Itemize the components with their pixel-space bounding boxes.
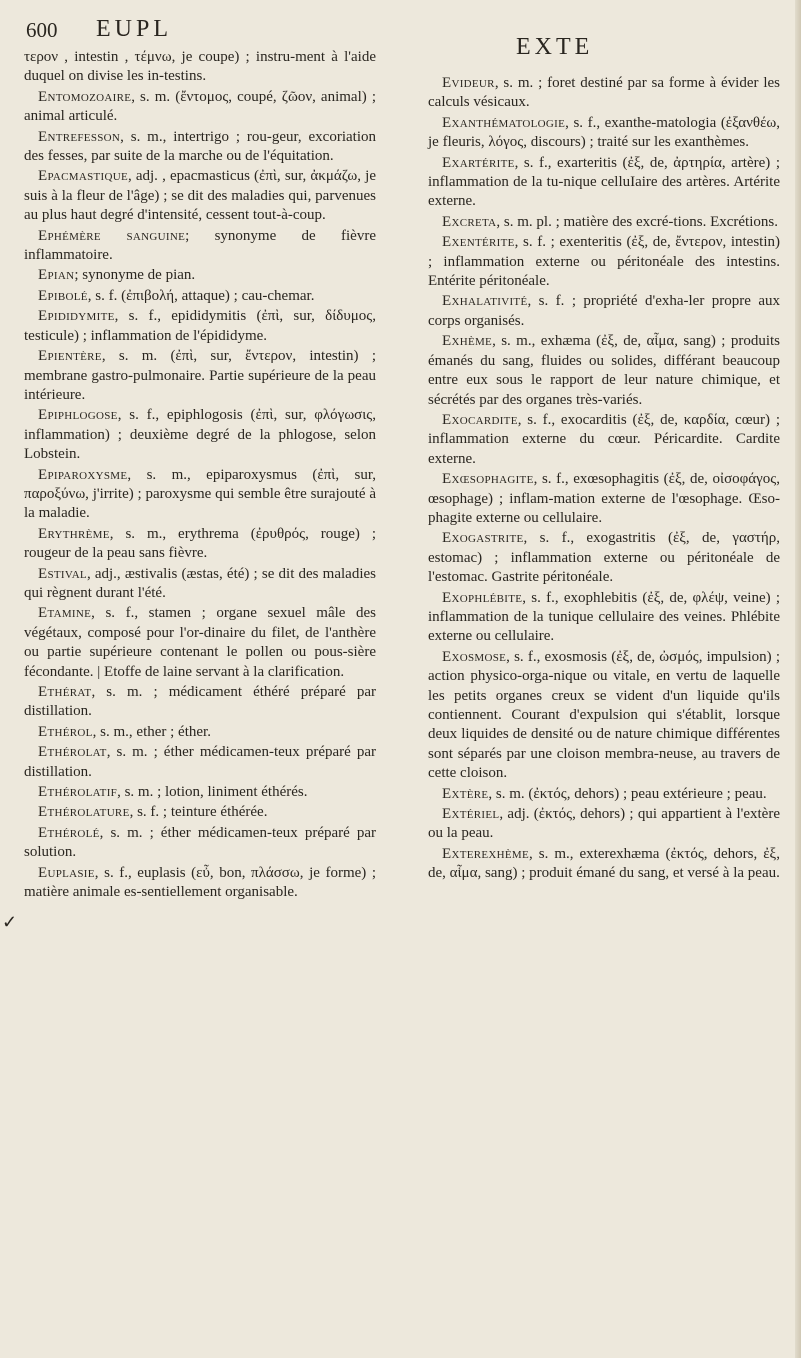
dictionary-entry (24, 406, 376, 464)
entry-headword: Ephémère sanguine (38, 227, 186, 244)
dictionary-entry (24, 88, 376, 127)
entry-headword: Exocardite (442, 411, 518, 428)
entry-definition: , s. m. (ἐπὶ, sur, ἔντερον, intestin) ; membrane gastro-pulmonaire. Partie supérieure de la peau intérieure. (24, 348, 376, 403)
dictionary-entry (24, 723, 376, 742)
dictionary-entry (24, 287, 376, 306)
entry-headword: Ethérat (38, 684, 92, 700)
dictionary-entry (24, 803, 376, 822)
dictionary-entry (428, 411, 780, 469)
left-column (24, 48, 376, 903)
entry-definition: ; synonyme de pian. (74, 267, 196, 284)
entry-headword: Epiparoxysme (38, 466, 128, 483)
dictionary-entry (428, 785, 780, 804)
entry-headword: Exogastrite (442, 530, 524, 547)
entry-definition: , s. f. ; teinture éthérée. (129, 804, 268, 821)
dictionary-entry (428, 114, 780, 153)
entry-definition: τερον , intestin , τέμνω, je coupe) ; instru-ment à l'aide duquel on divise les in-testins. (24, 49, 376, 85)
dictionary-entry (24, 864, 376, 903)
dictionary-entry (24, 266, 376, 285)
entry-definition: , s. f., epiphlogosis (ἐπὶ, sur, φλόγωσις, inflammation) ; deuxième degré de la phlogose, selon Lobstein. (24, 407, 376, 463)
entry-definition: , s. m., erythrema (ἐρυθρός, rouge) ; rougeur de la peau sans fièvre. (24, 525, 376, 562)
entry-definition: , s. f., exanthe-matologia (ἐξανθέω, je fleuris, λόγος, discours) ; traité sur les exanthèmes. (428, 114, 780, 151)
entry-definition: , s. f., stamen ; organe sexuel mâle des végétaux, composé pour l'or-dinaire du filet, de l'anthère ou partie supérieure contenant le pollen ou pous-sière fécondante. | Etoffe de laine servant à la clarification. (24, 605, 376, 680)
dictionary-entry (428, 74, 780, 113)
entry-definition: , s. f., exocarditis (ἐξ, de, καρδία, cœur) ; inflammation externe du cœur. Péricardite. Cardite externe. (428, 411, 780, 467)
entry-definition: , s. m. (ἐκτός, dehors) ; peau extérieure ; peau. (488, 785, 767, 802)
dictionary-entry (24, 783, 376, 802)
entry-definition: , s. m. pl. ; matière des excré-tions. Excrétions. (496, 213, 778, 230)
dictionary-entry (24, 525, 376, 564)
entry-definition: , s. f. ; propriété d'exha-ler propre aux corps organisés. (428, 293, 780, 329)
entry-definition: , s. m., exhæma (ἐξ, de, αἷμα, sang) ; produits émanés du sang, fluides ou solides, différant beaucoup entre eux sous le rapport de leur nature chimique, et sécrétés par des organes très-variés. (428, 333, 780, 408)
entry-headword: Exophlébite (442, 589, 523, 606)
entry-headword: Entomozoaire (38, 88, 132, 105)
entry-headword: Exœsophagite (442, 471, 534, 488)
dictionary-entry (24, 167, 376, 225)
running-head-right: EXTE (516, 34, 594, 60)
entry-definition: , s. f., exosmosis (ἐξ, de, ὠσμός, impulsion) ; action physico-orga-nique ou vitale, en vertu de laquelle les petits organes creux se vident d'un liquide qu'ils contiennent. Courant d'expulsion qui s'établit, lorsque deux liquides de densité ou de nature chimique différentes sont séparés par une cloison membra-neuse, au travers de cette cloison. (428, 648, 780, 782)
dictionary-entry (428, 648, 780, 784)
entry-headword: Extériel (442, 806, 500, 823)
dictionary-entry (24, 565, 376, 604)
entry-definition: , adj. (ἐκτός, dehors) ; qui appartient à l'extère ou la peau. (428, 806, 780, 842)
dictionary-entry (24, 347, 376, 405)
entry-headword: Evideur (442, 75, 495, 91)
entry-definition: , s. m. ; éther médicamen-teux préparé par distillation. (24, 744, 376, 780)
dictionary-entry (24, 466, 376, 524)
entry-definition: , s. m., epiparoxysmus (ἐπὶ, sur, παροξύνω, j'irrite) ; paroxysme qui semble être surajouté à la maladie. (24, 466, 376, 522)
entry-definition: , s. m. ; médicament éthéré préparé par distillation. (24, 684, 376, 720)
entry-headword: Exhème (442, 333, 493, 350)
dictionary-entry (24, 604, 376, 682)
dictionary-entry (428, 332, 780, 410)
entry-headword: Epibolé (38, 287, 88, 304)
dictionary-entry (428, 154, 780, 212)
entry-headword: Epididymite (38, 308, 115, 325)
entry-headword: Exanthématologie (442, 114, 566, 131)
dictionary-entry (428, 805, 780, 844)
entry-headword: Epiphlogose (38, 407, 118, 424)
entry-definition: , s. m., intertrigo ; rou-geur, excoriation des fesses, par suite de la marche ou de l'équitation. (24, 128, 376, 165)
entry-headword: Epian (38, 267, 75, 284)
entry-headword: Etamine (38, 605, 92, 622)
entry-headword: Ethérolature (38, 804, 130, 821)
dictionary-entry (24, 48, 376, 87)
entry-headword: Extère (442, 785, 489, 802)
dictionary-entry (24, 128, 376, 167)
entry-definition: , s. m. ; lotion, liniment éthérés. (117, 784, 308, 801)
entry-definition: , s. f., exogastritis (ἐξ, de, γαστήρ, estomac) ; inflammation externe ou péritonéale de l'estomac. Gastrite péritonéale. (428, 530, 780, 586)
dictionary-entry (24, 683, 376, 722)
page-header (0, 10, 801, 60)
dictionary-entry (428, 233, 780, 291)
page-number: 600 (26, 18, 58, 42)
entry-definition: , s. f., euplasis (εὖ, bon, πλάσσω, je forme) ; matière animale es-sentiellement organisable. (24, 864, 376, 901)
entry-headword: Erythrème (38, 525, 110, 542)
entry-headword: Epientère (38, 348, 102, 365)
entry-headword: Ethérolat (38, 744, 107, 761)
dictionary-entry (24, 824, 376, 863)
dictionary-entry (24, 227, 376, 266)
entry-definition: , s. f., exœsophagitis (ἐξ, de, οἰσοφάγος, œsophage) ; inflam-mation externe de l'œsophage. Œso-phagite externe ou cellulaire. (428, 471, 780, 526)
dictionary-entry (428, 470, 780, 528)
entry-headword: Exhalativité (442, 293, 528, 310)
running-head-left: EUPL (96, 16, 172, 42)
entry-headword: Exosmose (442, 648, 507, 665)
entry-headword: Entrefesson (38, 128, 121, 145)
entry-headword: Exterexhème (442, 845, 530, 862)
entry-definition: , s. m. ; éther médicamen-teux préparé par solution. (24, 824, 376, 861)
entry-headword: Ethérol (38, 723, 93, 740)
dictionary-entry (24, 743, 376, 782)
entry-definition: , s. f. ; exenteritis (ἐξ, de, ἔντερον, intestin) ; inflammation externe ou péritonéale des intestins. Entérite péritonéale. (428, 234, 780, 290)
entry-headword: Epacmastique (38, 168, 128, 185)
dictionary-entry (24, 307, 376, 346)
entry-definition: ; synonyme de fièvre inflammatoire. (24, 227, 376, 264)
dictionary-entry (428, 213, 780, 232)
entry-definition: , s. m. ; foret destiné par sa forme à évider les calculs vésicaux. (428, 75, 780, 111)
right-column (428, 74, 780, 885)
dictionary-entry (428, 529, 780, 587)
entry-definition: , s. m., exterexhæma (ἐκτός, dehors, ἐξ, de, αἷμα, sang) ; produit émané du sang, et versé à la peau. (428, 845, 780, 882)
dictionary-entry (428, 292, 780, 331)
page-edge-shadow (795, 0, 801, 1358)
entry-definition: , adj., æstivalis (æstas, été) ; se dit des maladies qui règnent durant l'été. (24, 565, 376, 601)
dictionary-entry (428, 589, 780, 647)
entry-definition: , adj. , epacmasticus (ἐπὶ, sur, ἀκμάζω, je suis à la fleur de l'âge) ; se dit des maladies qui, parvenues au plus haut degré d'intensité, cessent tout-à-coup. (24, 168, 376, 224)
entry-headword: Euplasie (38, 864, 95, 881)
entry-headword: Estival (38, 565, 87, 582)
entry-definition: , s. f., exarteritis (ἐξ, de, ἀρτηρία, artère) ; inflammation de la tu-nique celluIaire des artères. Artérite externe. (428, 154, 780, 210)
entry-definition: , s. f., exophlebitis (ἐξ, de, φλέψ, veine) ; inflammation de la tunique cellulaire des veines. Phlébite externe ou cellulaire. (428, 589, 780, 645)
entry-definition: , s. f., epididymitis (ἐπὶ, sur, δίδυμος, testicule) ; inflammation de l'épididyme. (24, 308, 376, 344)
entry-headword: Exartérite (442, 154, 515, 171)
dictionary-entry (428, 845, 780, 884)
entry-headword: Excreta (442, 213, 497, 230)
entry-definition: , s. f. (ἐπιβολή, attaque) ; cau-chemar. (87, 287, 315, 304)
entry-definition: , s. m. (ἔντομος, coupé, ζῶον, animal) ; animal articulé. (24, 88, 376, 125)
entry-headword: Exentérite (442, 234, 515, 251)
entry-headword: Ethérolé (38, 824, 100, 841)
entry-definition: , s. m., ether ; éther. (92, 723, 211, 740)
margin-check-mark: ✓ (2, 912, 18, 932)
entry-headword: Ethérolatif (38, 784, 118, 801)
